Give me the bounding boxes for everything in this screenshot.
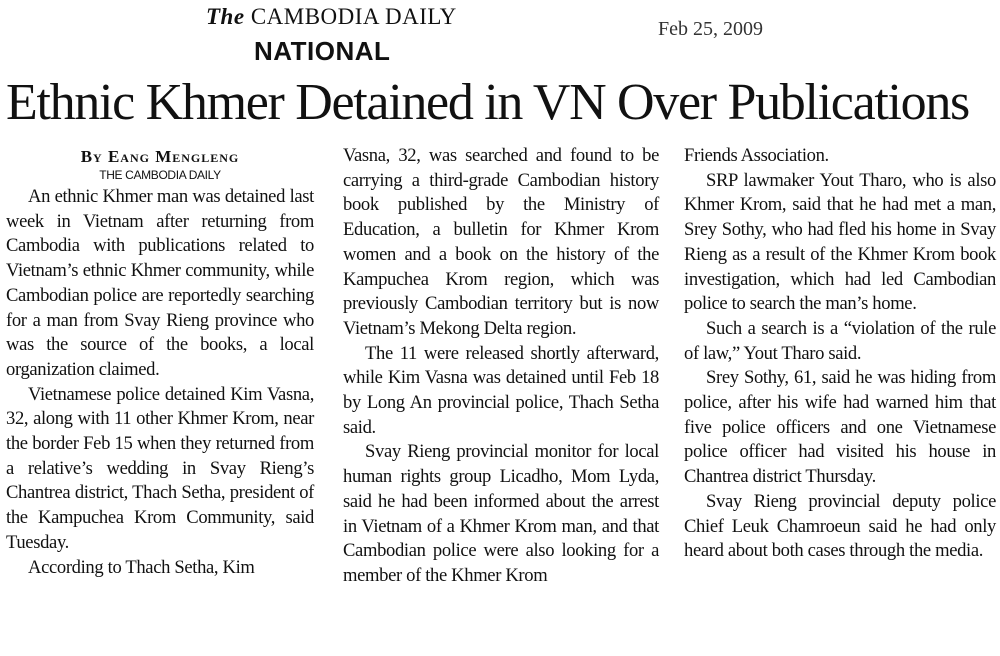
masthead: [206, 4, 496, 30]
paragraph: The 11 were released shortly afterward, while Kim Vasna was detained until Feb 18 by Long An provincial police, Thach Setha said.: [343, 342, 659, 438]
publication-date: Feb 25, 2009: [658, 18, 763, 40]
section-label: NATIONAL: [254, 36, 391, 66]
masthead-the: The: [206, 4, 245, 29]
paragraph: Friends Association.: [684, 145, 829, 166]
paragraph: According to Thach Setha, Kim: [28, 556, 255, 578]
paragraph: Srey Sothy, 61, said he was hiding from police, after his wife had warned him that five police officers and one Vietnamese police officer had visited his house in Chantrea district Thursday.: [684, 367, 996, 488]
paragraph: Vasna, 32, was searched and found to be carrying a third-grade Cambodian history book published by the Ministry of Education, a bulletin for Khmer Krom women and a book on the history of the Kampuchea Krom region, which was previously Cambodian territory but is now Vietnam’s Mekong Delta region.: [343, 145, 659, 339]
byline-source: THE CAMBODIA DAILY: [99, 168, 221, 182]
article-column-1: [6, 145, 314, 580]
paragraph: Vietnamese police detained Kim Vasna, 32, along with 11 other Khmer Krom, near the border Feb 15 when they returned from a relative’s wedding in Svay Rieng’s Chantrea district, Thach Setha, president of the Kampuchea Krom Community, said Tuesday.: [6, 383, 314, 553]
byline: By Eang Mengleng: [80, 147, 240, 166]
article-column-2: [343, 144, 659, 589]
paragraph: Svay Rieng provincial monitor for local human rights group Licadho, Mom Lyda, said he had been informed about the arrest in Vietnam of a Khmer Krom man, and that Cambodian police were also looking for a member of the Khmer Krom: [343, 441, 659, 586]
article-column-3: [684, 144, 996, 564]
paragraph: Such a search is a “violation of the rule of law,” Yout Tharo said.: [684, 317, 996, 364]
paragraph: Svay Rieng provincial deputy police Chief Leuk Chamroeun said he had only heard about both cases through the media.: [684, 490, 996, 562]
paragraph: SRP lawmaker Yout Tharo, who is also Khmer Krom, said that he had met a man, Srey Sothy, who had fled his home in Svay Rieng as a result of the Khmer Krom book investigation, which had led Cambodian police to search the man’s home.: [684, 169, 996, 315]
paragraph: An ethnic Khmer man was detained last week in Vietnam after returning from Cambodia with publications related to Vietnam’s ethnic Khmer community, while Cambodian police are reportedly searching for a man from Svay Rieng province who was the source of the books, a local organization claimed.: [6, 186, 314, 380]
headline: Ethnic Khmer Detained in VN Over Publications: [6, 74, 969, 131]
masthead-paper-name: CAMBODIA DAILY: [250, 4, 457, 29]
